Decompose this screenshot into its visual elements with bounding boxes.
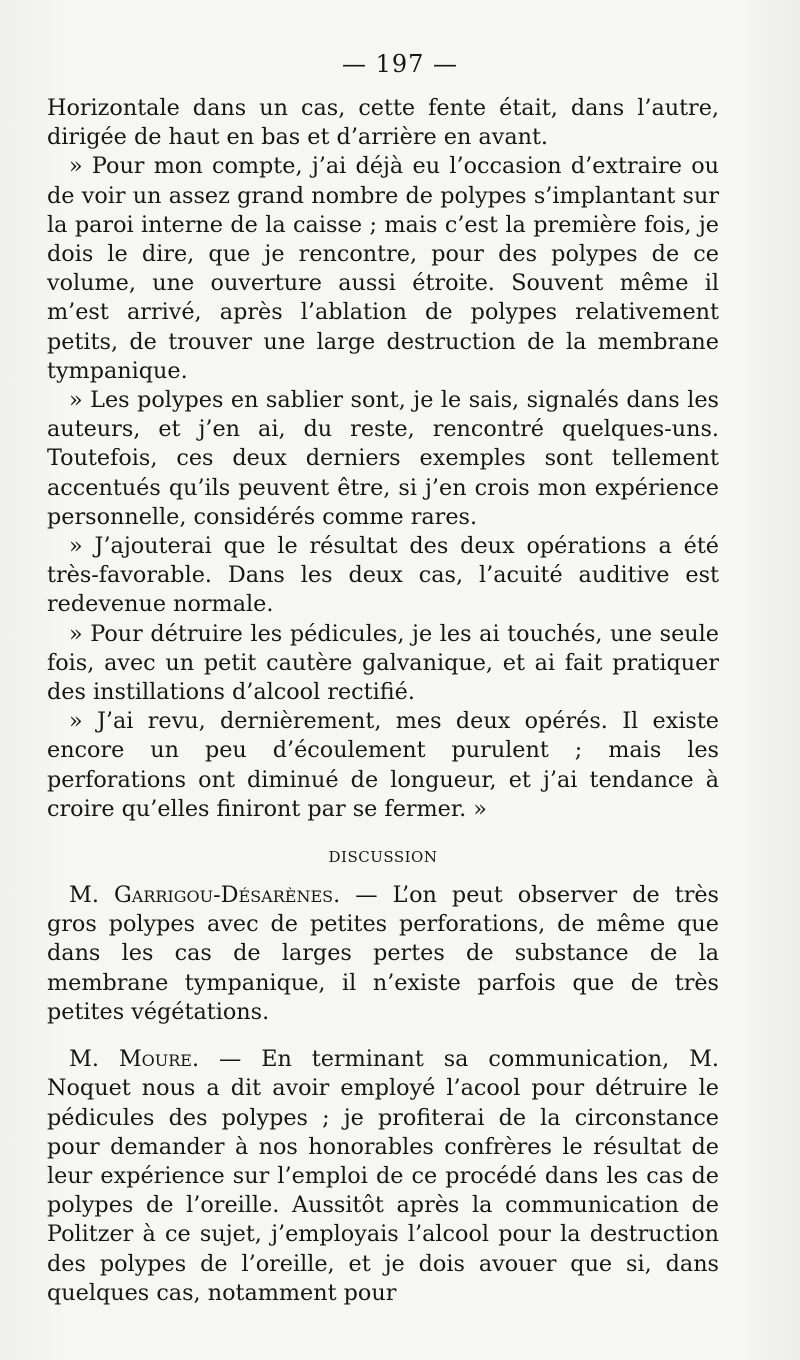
discussion-entry bbox=[47, 881, 719, 1027]
section-heading: DISCUSSION bbox=[328, 848, 438, 867]
discussion-entry bbox=[47, 1045, 719, 1308]
speaker-name: M. Moure. bbox=[69, 1046, 200, 1073]
paragraph: Horizontale dans un cas, cette fente était, dans l’autre, dirigée de haut en bas et d’arrière en avant. bbox=[47, 95, 719, 151]
speaker-name: M. Garrigou-Désarènes. bbox=[69, 882, 341, 909]
spacer bbox=[47, 1027, 719, 1045]
discussion-text: — En terminant sa communication, M. Noquet nous a dit avoir employé l’acool pour détruire le pédicules des polypes ; je profiterai de la circonstance pour demander à nos honorables confrères le résultat de leur expérience sur l’emploi de ce procédé dans les cas de polypes de l’oreille. Aussitôt après la communication de Politzer à ce sujet, j’employais l’alcool pour la destruction des polypes de l’oreille, et je dois avouer que si, dans quelques cas, notamment pour bbox=[47, 1046, 719, 1306]
paragraph: » J’ai revu, dernièrement, mes deux opérés. Il existe encore un peu d’écoulement purulent ; mais les perforations ont diminué de longueur, et j’ai tendance à croire qu’elles finiront par se fermer. » bbox=[47, 708, 719, 822]
paragraph: » Les polypes en sablier sont, je le sais, signalés dans les auteurs, et j’en ai, du reste, rencontré quelques-uns. Toutefois, ces deux derniers exemples sont tellement accentués qu’ils peuvent être, si j’en crois mon expérience personnelle, considérés comme rares. bbox=[47, 387, 719, 530]
paragraph: » J’ajouterai que le résultat des deux opérations a été très-favorable. Dans les deux cas, l’acuité auditive est redevenue normale. bbox=[47, 533, 719, 618]
paragraph: » Pour détruire les pédicules, je les ai touchés, une seule fois, avec un petit cautère galvanique, et ai fait pratiquer des instillations d’alcool rectifié. bbox=[47, 620, 719, 706]
paragraph: » Pour mon compte, j’ai déjà eu l’occasion d’extraire ou de voir un assez grand nombre de polypes s’implantant sur la paroi interne de la caisse ; mais c’est la première fois, je dois le dire, que je rencontre, pour des polypes de ce volume, une ouverture aussi étroite. Souvent même il m’est arrivé, après l’ablation de polypes relativement petits, de trouver une large destruction de la membrane tympanique. bbox=[47, 153, 719, 384]
discussion-text: — L’on peut observer de très gros polypes avec de petites perforations, de même que dans les cas de larges pertes de substance de la membrane tympanique, il n’existe parfois que de très petites végétations. bbox=[47, 882, 720, 1025]
page-number: — 197 — bbox=[341, 50, 459, 78]
page-body bbox=[47, 94, 719, 1308]
